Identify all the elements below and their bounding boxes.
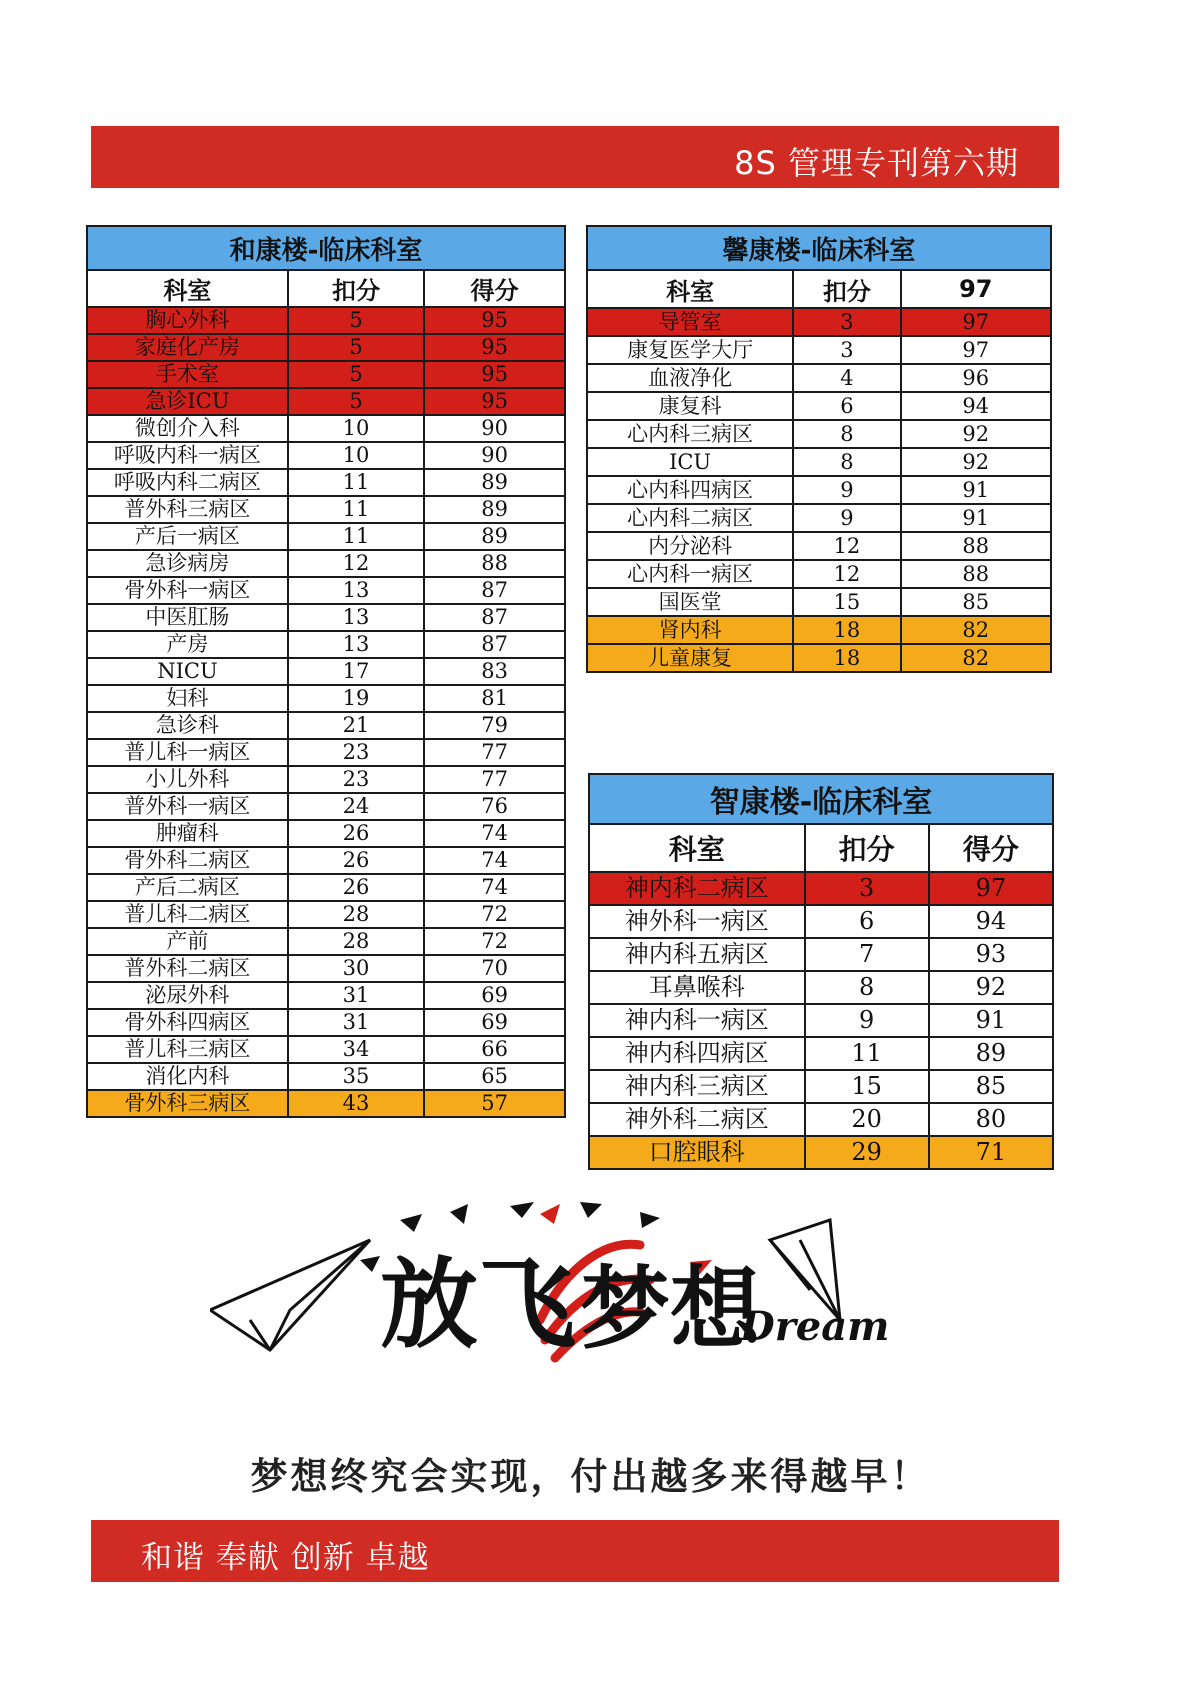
column-header-score: 97 — [901, 270, 1051, 308]
table-row — [587, 392, 1051, 420]
dept-cell: 普儿科三病区 — [87, 1036, 288, 1063]
deduct-cell: 13 — [288, 604, 424, 631]
dept-cell: 肾内科 — [587, 616, 793, 644]
xinkang-score-table — [586, 225, 1052, 673]
score-cell: 57 — [424, 1090, 565, 1117]
dept-cell: 神内科四病区 — [589, 1037, 805, 1070]
table-row — [587, 336, 1051, 364]
dept-cell: 急诊病房 — [87, 550, 288, 577]
score-cell: 92 — [929, 971, 1053, 1004]
deduct-cell: 12 — [793, 560, 900, 588]
table-row — [589, 1103, 1053, 1136]
dept-cell: 口腔眼科 — [589, 1136, 805, 1169]
table-title: 和康楼-临床科室 — [87, 226, 565, 270]
dept-cell: 普外科一病区 — [87, 793, 288, 820]
score-cell: 74 — [424, 820, 565, 847]
column-header-deduct: 扣分 — [805, 824, 929, 872]
table-row — [87, 1009, 565, 1036]
table-row — [87, 766, 565, 793]
dept-cell: 呼吸内科二病区 — [87, 469, 288, 496]
score-cell: 92 — [901, 420, 1051, 448]
deduct-cell: 6 — [793, 392, 900, 420]
dept-cell: 血液净化 — [587, 364, 793, 392]
score-cell: 92 — [901, 448, 1051, 476]
table-row — [87, 442, 565, 469]
table-row — [87, 577, 565, 604]
dept-cell: 家庭化产房 — [87, 334, 288, 361]
deduct-cell: 9 — [805, 1004, 929, 1037]
hekang-score-table — [86, 225, 566, 1118]
deduct-cell: 18 — [793, 616, 900, 644]
dept-cell: 普儿科一病区 — [87, 739, 288, 766]
dept-cell: 小儿外科 — [87, 766, 288, 793]
deduct-cell: 5 — [288, 388, 424, 415]
deduct-cell: 5 — [288, 307, 424, 334]
dept-cell: 微创介入科 — [87, 415, 288, 442]
deduct-cell: 7 — [805, 938, 929, 971]
dept-cell: 心内科一病区 — [587, 560, 793, 588]
top-banner — [91, 126, 1059, 188]
dept-cell: 中医肛肠 — [87, 604, 288, 631]
dept-cell: 急诊ICU — [87, 388, 288, 415]
dept-cell: ICU — [587, 448, 793, 476]
deduct-cell: 13 — [288, 631, 424, 658]
deduct-cell: 8 — [805, 971, 929, 1004]
table-row — [87, 496, 565, 523]
table-row — [87, 901, 565, 928]
deduct-cell: 34 — [288, 1036, 424, 1063]
deduct-cell: 3 — [793, 336, 900, 364]
table-row — [587, 588, 1051, 616]
score-cell: 85 — [929, 1070, 1053, 1103]
table-row — [87, 523, 565, 550]
table-row — [589, 872, 1053, 905]
table-row — [87, 928, 565, 955]
dept-cell: 产后二病区 — [87, 874, 288, 901]
dept-cell: 骨外科一病区 — [87, 577, 288, 604]
dept-cell: 产房 — [87, 631, 288, 658]
dept-cell: 儿童康复 — [587, 644, 793, 672]
table-row — [87, 334, 565, 361]
deduct-cell: 11 — [805, 1037, 929, 1070]
score-cell: 80 — [929, 1103, 1053, 1136]
score-cell: 96 — [901, 364, 1051, 392]
table-row — [587, 504, 1051, 532]
deduct-cell: 3 — [793, 308, 900, 336]
score-cell: 76 — [424, 793, 565, 820]
deduct-cell: 15 — [793, 588, 900, 616]
table-row — [87, 658, 565, 685]
table-row — [87, 739, 565, 766]
table-row — [87, 415, 565, 442]
table-row — [87, 469, 565, 496]
table-row — [87, 712, 565, 739]
score-cell: 87 — [424, 577, 565, 604]
score-cell: 97 — [901, 308, 1051, 336]
deduct-cell: 24 — [288, 793, 424, 820]
table-row — [587, 560, 1051, 588]
dept-cell: 急诊科 — [87, 712, 288, 739]
score-cell: 74 — [424, 874, 565, 901]
score-cell: 66 — [424, 1036, 565, 1063]
deduct-cell: 20 — [805, 1103, 929, 1136]
table-row — [587, 476, 1051, 504]
dept-cell: 心内科四病区 — [587, 476, 793, 504]
score-cell: 85 — [901, 588, 1051, 616]
dept-cell: 导管室 — [587, 308, 793, 336]
score-cell: 77 — [424, 766, 565, 793]
table-row — [587, 616, 1051, 644]
table-row — [589, 1070, 1053, 1103]
table-row — [87, 1036, 565, 1063]
table-row — [87, 388, 565, 415]
score-cell: 97 — [929, 872, 1053, 905]
deduct-cell: 13 — [288, 577, 424, 604]
score-cell: 65 — [424, 1063, 565, 1090]
score-cell: 95 — [424, 334, 565, 361]
deduct-cell: 26 — [288, 847, 424, 874]
table-row — [87, 955, 565, 982]
dept-cell: 耳鼻喉科 — [589, 971, 805, 1004]
table-row — [587, 644, 1051, 672]
score-cell: 87 — [424, 631, 565, 658]
dept-cell: 神内科五病区 — [589, 938, 805, 971]
score-cell: 87 — [424, 604, 565, 631]
table-row — [589, 971, 1053, 1004]
deduct-cell: 26 — [288, 820, 424, 847]
score-cell: 82 — [901, 616, 1051, 644]
column-header-score: 得分 — [424, 270, 565, 307]
table-title: 馨康楼-临床科室 — [587, 226, 1051, 270]
table-row — [587, 308, 1051, 336]
deduct-cell: 15 — [805, 1070, 929, 1103]
deduct-cell: 5 — [288, 334, 424, 361]
dept-cell: 骨外科四病区 — [87, 1009, 288, 1036]
deduct-cell: 28 — [288, 901, 424, 928]
dept-cell: 内分泌科 — [587, 532, 793, 560]
deduct-cell: 9 — [793, 504, 900, 532]
column-header-dept: 科室 — [589, 824, 805, 872]
score-cell: 89 — [424, 523, 565, 550]
deduct-cell: 9 — [793, 476, 900, 504]
deduct-cell: 10 — [288, 415, 424, 442]
column-header-dept: 科室 — [587, 270, 793, 308]
dept-cell: 普外科二病区 — [87, 955, 288, 982]
deduct-cell: 29 — [805, 1136, 929, 1169]
dept-cell: 消化内科 — [87, 1063, 288, 1090]
column-header-score: 得分 — [929, 824, 1053, 872]
logo-english-text: Dream — [740, 1303, 890, 1350]
table-title: 智康楼-临床科室 — [589, 774, 1053, 824]
deduct-cell: 8 — [793, 448, 900, 476]
score-cell: 72 — [424, 928, 565, 955]
dept-cell: 骨外科三病区 — [87, 1090, 288, 1117]
footer-motto: 和谐 奉献 创新 卓越 — [141, 1540, 430, 1576]
table-row — [87, 874, 565, 901]
table-row — [87, 820, 565, 847]
table-row — [87, 550, 565, 577]
score-cell: 88 — [901, 532, 1051, 560]
dept-cell: 产前 — [87, 928, 288, 955]
deduct-cell: 4 — [793, 364, 900, 392]
table-row — [589, 1037, 1053, 1070]
deduct-cell: 6 — [805, 905, 929, 938]
deduct-cell: 26 — [288, 874, 424, 901]
logo-main-text-2: 梦想 — [580, 1256, 760, 1362]
dept-cell: 呼吸内科一病区 — [87, 442, 288, 469]
score-cell: 91 — [929, 1004, 1053, 1037]
deduct-cell: 28 — [288, 928, 424, 955]
table-row — [589, 938, 1053, 971]
score-cell: 91 — [901, 476, 1051, 504]
deduct-cell: 21 — [288, 712, 424, 739]
table-row — [87, 1090, 565, 1117]
score-cell: 95 — [424, 361, 565, 388]
score-cell: 79 — [424, 712, 565, 739]
paper-plane-left-icon — [210, 1240, 370, 1350]
table-row — [589, 905, 1053, 938]
issue-title: 8S 管理专刊第六期 — [734, 144, 1019, 182]
table-row — [87, 361, 565, 388]
deduct-cell: 11 — [288, 496, 424, 523]
table-row — [587, 448, 1051, 476]
deduct-cell: 23 — [288, 766, 424, 793]
score-cell: 94 — [901, 392, 1051, 420]
score-cell: 70 — [424, 955, 565, 982]
logo-main-text-1: 放飞 — [380, 1247, 577, 1362]
score-cell: 91 — [901, 504, 1051, 532]
score-cell: 83 — [424, 658, 565, 685]
table-row — [587, 532, 1051, 560]
table-row — [87, 982, 565, 1009]
table-row — [87, 1063, 565, 1090]
table-row — [87, 847, 565, 874]
dept-cell: 普外科三病区 — [87, 496, 288, 523]
dept-cell: 国医堂 — [587, 588, 793, 616]
score-cell: 82 — [901, 644, 1051, 672]
table-row — [589, 1004, 1053, 1037]
zhikang-score-table — [588, 773, 1054, 1170]
dept-cell: 心内科三病区 — [587, 420, 793, 448]
score-cell: 89 — [929, 1037, 1053, 1070]
deduct-cell: 12 — [793, 532, 900, 560]
deduct-cell: 23 — [288, 739, 424, 766]
column-header-deduct: 扣分 — [288, 270, 424, 307]
score-cell: 69 — [424, 982, 565, 1009]
score-cell: 90 — [424, 415, 565, 442]
deduct-cell: 17 — [288, 658, 424, 685]
slogan: 梦想终究会实现，付出越多来得越早！ — [250, 1454, 931, 1498]
score-cell: 69 — [424, 1009, 565, 1036]
column-header-dept: 科室 — [87, 270, 288, 307]
deduct-cell: 8 — [793, 420, 900, 448]
dept-cell: 肿瘤科 — [87, 820, 288, 847]
dept-cell: 手术室 — [87, 361, 288, 388]
score-cell: 89 — [424, 496, 565, 523]
score-cell: 97 — [901, 336, 1051, 364]
deduct-cell: 43 — [288, 1090, 424, 1117]
deduct-cell: 31 — [288, 982, 424, 1009]
dept-cell: 神内科三病区 — [589, 1070, 805, 1103]
deduct-cell: 12 — [288, 550, 424, 577]
dept-cell: 泌尿外科 — [87, 982, 288, 1009]
score-cell: 88 — [901, 560, 1051, 588]
deduct-cell: 11 — [288, 523, 424, 550]
deduct-cell: 18 — [793, 644, 900, 672]
score-cell: 72 — [424, 901, 565, 928]
deduct-cell: 30 — [288, 955, 424, 982]
column-header-deduct: 扣分 — [793, 270, 900, 308]
table-row — [87, 685, 565, 712]
deduct-cell: 10 — [288, 442, 424, 469]
dept-cell: 普儿科二病区 — [87, 901, 288, 928]
score-cell: 90 — [424, 442, 565, 469]
deduct-cell: 19 — [288, 685, 424, 712]
dept-cell: 胸心外科 — [87, 307, 288, 334]
dept-cell: 神外科二病区 — [589, 1103, 805, 1136]
table-row — [587, 364, 1051, 392]
score-cell: 95 — [424, 388, 565, 415]
dept-cell: 神内科二病区 — [589, 872, 805, 905]
deduct-cell: 31 — [288, 1009, 424, 1036]
deduct-cell: 3 — [805, 872, 929, 905]
score-cell: 94 — [929, 905, 1053, 938]
dept-cell: 神外科一病区 — [589, 905, 805, 938]
score-cell: 77 — [424, 739, 565, 766]
dept-cell: NICU — [87, 658, 288, 685]
score-cell: 81 — [424, 685, 565, 712]
dept-cell: 康复科 — [587, 392, 793, 420]
score-cell: 71 — [929, 1136, 1053, 1169]
bottom-banner — [91, 1520, 1059, 1582]
score-cell: 95 — [424, 307, 565, 334]
score-cell: 89 — [424, 469, 565, 496]
deduct-cell: 35 — [288, 1063, 424, 1090]
table-row — [87, 604, 565, 631]
deduct-cell: 5 — [288, 361, 424, 388]
dept-cell: 妇科 — [87, 685, 288, 712]
table-row — [87, 307, 565, 334]
table-row — [589, 1136, 1053, 1169]
table-row — [87, 793, 565, 820]
dept-cell: 康复医学大厅 — [587, 336, 793, 364]
table-row — [587, 420, 1051, 448]
table-row — [87, 631, 565, 658]
dept-cell: 神内科一病区 — [589, 1004, 805, 1037]
score-cell: 93 — [929, 938, 1053, 971]
score-cell: 88 — [424, 550, 565, 577]
deduct-cell: 11 — [288, 469, 424, 496]
dept-cell: 骨外科二病区 — [87, 847, 288, 874]
dept-cell: 心内科二病区 — [587, 504, 793, 532]
dept-cell: 产后一病区 — [87, 523, 288, 550]
score-cell: 74 — [424, 847, 565, 874]
